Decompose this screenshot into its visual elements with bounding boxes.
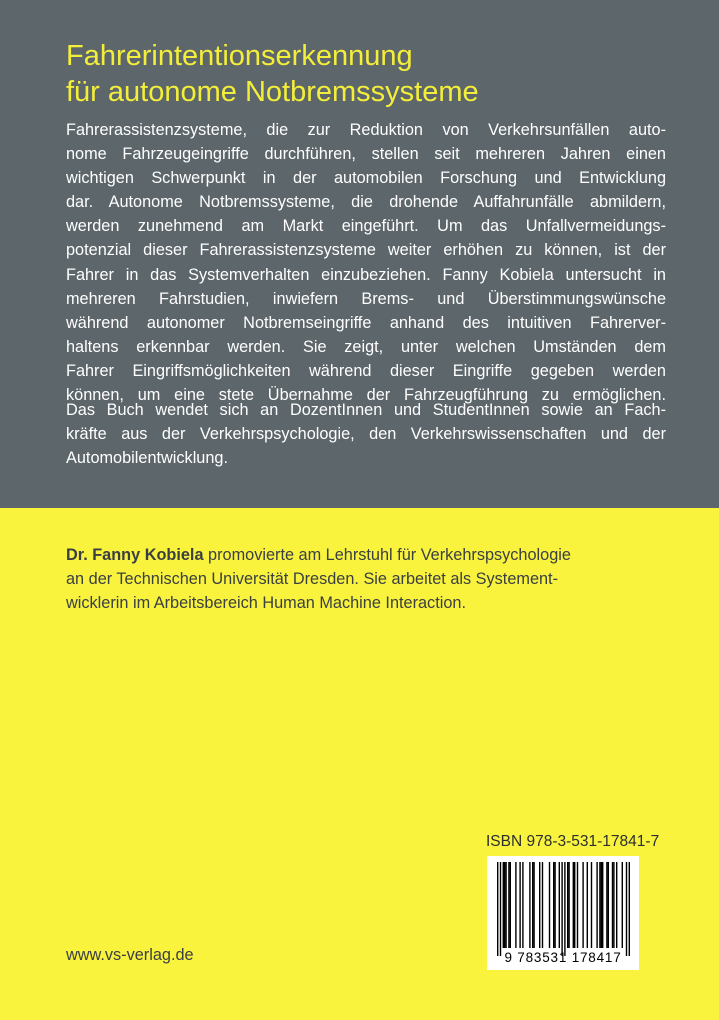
barcode-bar [587, 862, 588, 948]
book-description [66, 118, 666, 407]
barcode-bar [602, 862, 603, 948]
description-line: werden zunehmend am Markt eingeführt. Um das Unfallvermeidungs- [66, 217, 666, 236]
audience-line: Das Buch wendet sich an DozentInnen und StudentInnen sowie an Fach- [66, 401, 666, 419]
barcode-bar [613, 862, 614, 948]
barcode-bar [561, 862, 562, 956]
description-line: wichtigen Schwerpunkt in der automobilen Forschung und Entwicklung [66, 169, 666, 188]
author-bio-line: an der Technischen Universität Dresden. Sie arbeitet als Systement- [66, 570, 558, 589]
barcode-bar [554, 862, 555, 948]
barcode-bar [612, 862, 613, 948]
barcode-bar [497, 862, 498, 956]
isbn-barcode [487, 856, 639, 970]
author-bio-text: promovierte am Lehrstuhl für Verkehrspsychologie [203, 546, 571, 564]
author-name: Dr. Fanny Kobiela [66, 546, 204, 564]
isbn-label: ISBN 978-3-531-17841-7 [486, 833, 660, 850]
book-title-line: für autonome Notbremssysteme [66, 76, 479, 108]
barcode-bar [564, 862, 565, 956]
barcode-bar [508, 862, 509, 948]
barcode-bar [573, 862, 574, 948]
barcode-bar [504, 862, 505, 948]
barcode-bar [539, 862, 540, 948]
description-line: mehreren Fahrstudien, inwiefern Brems- und Überstimmungswünsche [66, 289, 666, 308]
description-line: dar. Autonome Notbremssysteme, die drohende Auffahrunfälle abmildern, [66, 193, 666, 212]
description-line: Fahrer in das Systemverhalten einzubeziehen. Fanny Kobiela untersucht in [66, 265, 666, 284]
barcode-bar [519, 862, 520, 948]
barcode-bar [529, 862, 530, 948]
barcode-bar [559, 862, 560, 948]
barcode-bar [599, 862, 600, 948]
author-bio-line: wicklerin im Arbeitsbereich Human Machine Interaction. [66, 594, 466, 613]
barcode-bar [591, 862, 592, 948]
barcode-bar [549, 862, 550, 948]
author-bio-line [66, 543, 666, 567]
author-bio [66, 543, 666, 615]
barcode-bar [522, 862, 523, 948]
barcode-bar [505, 862, 506, 948]
audience-line: Automobilentwicklung. [66, 449, 228, 468]
barcode-bar [542, 862, 543, 948]
barcode-digits: 9 783531 178417 [504, 950, 622, 965]
barcode-bar [608, 862, 609, 948]
barcode-bar [601, 862, 602, 948]
description-line: haltens erkennbar werden. Sie zeigt, unter welchen Umständen dem [66, 337, 666, 356]
barcode-bar [532, 862, 533, 948]
barcode-bar [606, 862, 607, 948]
description-line: Fahrerassistenzsysteme, die zur Reduktion von Verkehrsunfällen auto- [66, 121, 666, 139]
barcode-bar [503, 862, 504, 948]
barcode-bar [567, 862, 568, 948]
barcode-bar [553, 862, 554, 948]
barcode-bar [622, 862, 623, 948]
barcode-bar [500, 862, 501, 956]
barcode-bar [515, 862, 516, 948]
barcode-bar [626, 862, 627, 956]
description-line: Fahrer Eingriffsmöglichkeiten während dieser Eingriffe gegeben werden [66, 361, 666, 380]
description-line: während autonomer Notbremseingriffe anhand des intuitiven Fahrerver- [66, 313, 666, 332]
description-line: potenzial dieser Fahrerassistenzsysteme weiter erhöhen zu können, ist der [66, 241, 666, 260]
description-line: nome Fahrzeugeingriffe durchführen, stellen seit mehreren Jahren einen [66, 145, 666, 164]
barcode-bar [577, 862, 578, 948]
book-title-line: Fahrerintentionserkennung [66, 40, 413, 72]
barcode-bar [616, 862, 617, 948]
barcode-bar [596, 862, 597, 948]
publisher-url[interactable]: www.vs-verlag.de [66, 946, 194, 964]
description-line: können, um eine stete Übernahme der Fahrzeugführung zu ermöglichen. [66, 386, 666, 405]
audience-line: kräfte aus der Verkehrspsychologie, den Verkehrswissenschaften und der [66, 425, 666, 444]
barcode-bar [574, 862, 575, 948]
book-title [66, 38, 666, 110]
barcode-bar [629, 862, 630, 956]
barcode-bar [582, 862, 583, 948]
barcode-bar [568, 862, 569, 948]
target-audience [66, 398, 666, 470]
barcode-bar [533, 862, 534, 948]
description-panel [0, 0, 719, 508]
barcode-bar [510, 862, 511, 948]
